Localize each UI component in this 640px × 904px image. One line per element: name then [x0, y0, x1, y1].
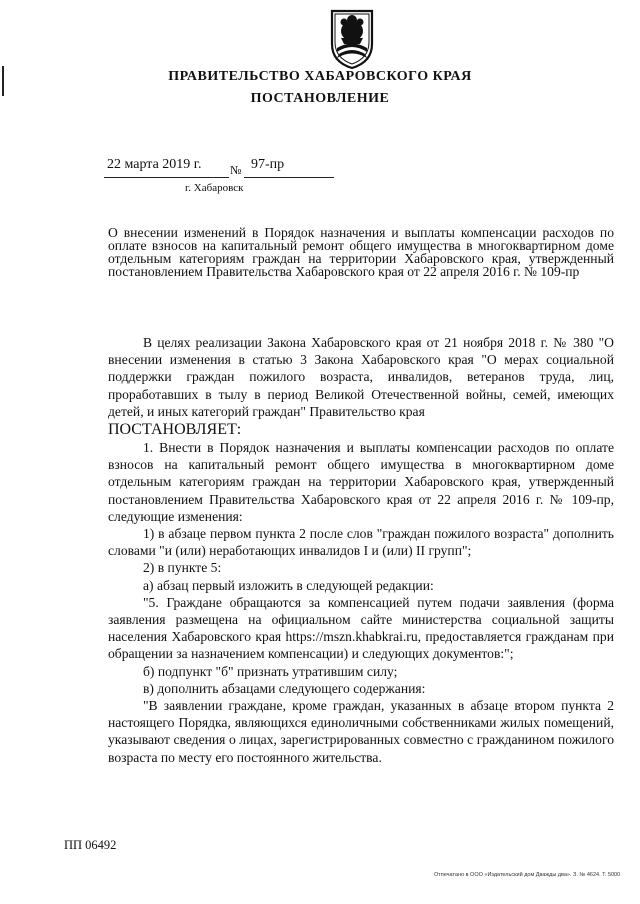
- body-paragraph: 1. Внести в Порядок назначения и выплаты компенсации расходов по оплате взносов на капитальный ремонт общего имущества в многоквартирном доме отдельным категориям граждан на территории Хабаровского края, утвержденный постановлением Правительства Хабаровского края от 22 апреля 2016 г. № 109-пр, следующие изменения:: [108, 440, 614, 524]
- print-imprint: Отпечатано в ООО «Издательский дом Дважды два». З. № 4624. Т. 5000: [434, 872, 621, 878]
- number-underline: [244, 177, 334, 178]
- body-paragraph: б) подпункт "б" признать утратившим силу;: [143, 663, 398, 679]
- document-type: ПОСТАНОВЛЕНИЕ: [250, 91, 390, 106]
- body-paragraph: "5. Граждане обращаются за компенсацией путем подачи заявления (форма заявления размещена на официальном сайте министерства социальной защиты населения Хабаровского края https://mszn.khabkrai.ru, предоставляется гражданам при обращении за назначением компенсации) и следующих документов:";: [108, 594, 614, 662]
- body-paragraph: "В заявлении граждане, кроме граждан, указанных в абзаце втором пункта 2 настоящего Порядка, являющихся единоличными собственниками жилых помещений, указывают сведения о лицах, зарегистрированных совместно с гражданином пожилого возраста по месту его постоянного жительства.: [108, 698, 614, 765]
- number-sign: №: [230, 163, 242, 177]
- document-subject: О внесении изменений в Порядок назначения и выплаты компенсации расходов по оплате взносов на капитальный ремонт общего имущества в многоквартирном доме отдельным категориям граждан на территории Хабаровского края, утвержденный постановлением Правительства Хабаровского края от 22 апреля 2016 г. № 109-пр: [108, 225, 614, 279]
- body-paragraph: в) дополнить абзацами следующего содержания:: [143, 680, 426, 696]
- preamble-paragraph: В целях реализации Закона Хабаровского края от 21 ноября 2018 г. № 380 "О внесении изменения в статью 3 Закона Хабаровского края "О мерах социальной поддержки граждан пожилого возраста, инвалидов, ветеранов труда, лиц, проработавших в тылу в период Великой Отечественной войны, семей, имеющих детей, и иных категорий граждан" Правительство края: [108, 335, 614, 419]
- body-paragraph: а) абзац первый изложить в следующей редакции:: [143, 577, 434, 593]
- decree-heading: ПОСТАНОВЛЯЕТ:: [108, 421, 242, 439]
- document-date: 22 марта 2019 г.: [107, 157, 202, 172]
- organization-title: ПРАВИТЕЛЬСТВО ХАБАРОВСКОГО КРАЯ: [168, 69, 472, 84]
- body-paragraph: 2) в пункте 5:: [143, 560, 222, 576]
- document-body: [108, 334, 614, 766]
- page-code: ПП 06492: [64, 838, 117, 852]
- body-paragraph: 1) в абзаце первом пункта 2 после слов "граждан пожилого возраста" дополнить словами "и (или) неработающих инвалидов I и (или) II групп";: [108, 526, 614, 559]
- date-underline: [104, 177, 229, 178]
- document-city: г. Хабаровск: [185, 182, 244, 194]
- document-number: 97-пр: [251, 157, 285, 172]
- coat-of-arms-emblem: [327, 8, 377, 70]
